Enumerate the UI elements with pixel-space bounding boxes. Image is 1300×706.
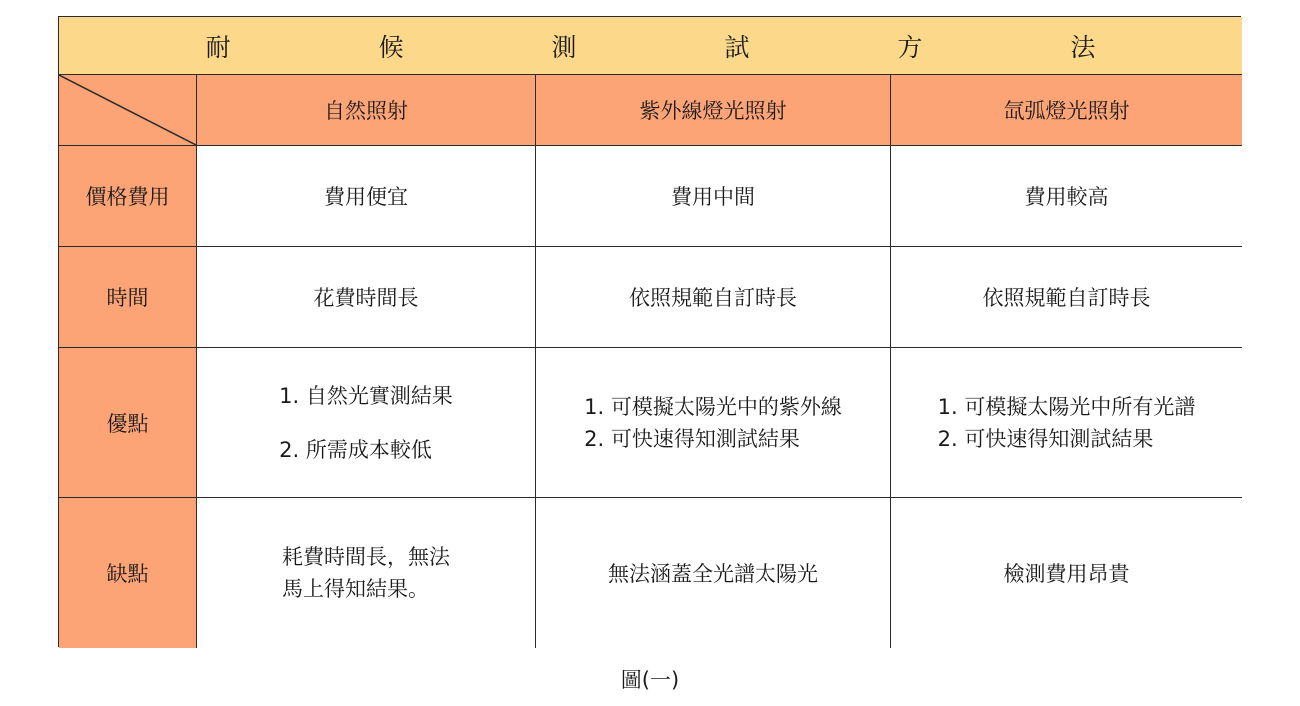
table-cell xyxy=(891,247,1242,348)
table-cell xyxy=(891,498,1242,648)
column-header-label: 氙弧燈光照射 xyxy=(1003,99,1130,123)
cell-text: 檢測費用昂貴 xyxy=(1003,562,1130,586)
cell-line: 1. 自然光實測結果 xyxy=(279,383,453,408)
column-header-xenon xyxy=(891,75,1242,146)
corner-diagonal-cell xyxy=(59,75,197,146)
table-title: 耐 候 測 試 方 法 xyxy=(205,32,1166,62)
cell-line: 1. 可模擬太陽光中的紫外線 xyxy=(584,394,842,419)
column-header-uv xyxy=(536,75,891,146)
row-header-advantages xyxy=(59,348,197,498)
cell-text: 無法涵蓋全光譜太陽光 xyxy=(608,562,818,586)
cell-line: 1. 可模擬太陽光中所有光譜 xyxy=(937,394,1196,419)
cell-line: 2. 可快速得知測試結果 xyxy=(584,426,800,451)
column-header-label: 紫外線燈光照射 xyxy=(639,99,787,123)
cell-line: 2. 所需成本較低 xyxy=(279,437,432,462)
weathering-test-table xyxy=(58,16,1241,647)
row-header-price xyxy=(59,146,197,247)
table-cell xyxy=(891,146,1242,247)
cell-text: 依照規範自訂時長 xyxy=(629,286,797,310)
cell-text: 費用便宜 xyxy=(324,185,408,209)
cell-text: 費用較高 xyxy=(1024,185,1109,209)
row-header-label: 優點 xyxy=(106,411,149,436)
row-header-label: 時間 xyxy=(106,286,149,310)
table-cell xyxy=(197,247,536,348)
row-header-label: 價格費用 xyxy=(85,185,170,209)
row-header-disadvantages xyxy=(59,498,197,648)
table-cell xyxy=(197,348,536,498)
table-cell xyxy=(536,146,891,247)
cell-line: 馬上得知結果。 xyxy=(282,577,429,601)
table-cell xyxy=(536,247,891,348)
row-header-time xyxy=(59,247,197,348)
table-cell xyxy=(197,146,536,247)
column-header-natural xyxy=(197,75,536,146)
cell-line: 2. 可快速得知測試結果 xyxy=(937,426,1154,451)
table-cell xyxy=(536,348,891,498)
table-cell xyxy=(891,348,1242,498)
table-cell xyxy=(536,498,891,648)
table-cell xyxy=(197,498,536,648)
column-header-label: 自然照射 xyxy=(324,99,408,123)
diagonal-line-icon xyxy=(59,75,196,145)
cell-text: 花費時間長 xyxy=(313,286,419,310)
cell-text: 費用中間 xyxy=(671,185,755,209)
figure-caption: 圖(一) xyxy=(620,668,680,692)
cell-line: 耗費時間長，無法 xyxy=(282,545,450,569)
cell-text: 依照規範自訂時長 xyxy=(982,286,1151,310)
row-header-label: 缺點 xyxy=(106,562,149,586)
table-title-cell xyxy=(59,17,1242,75)
